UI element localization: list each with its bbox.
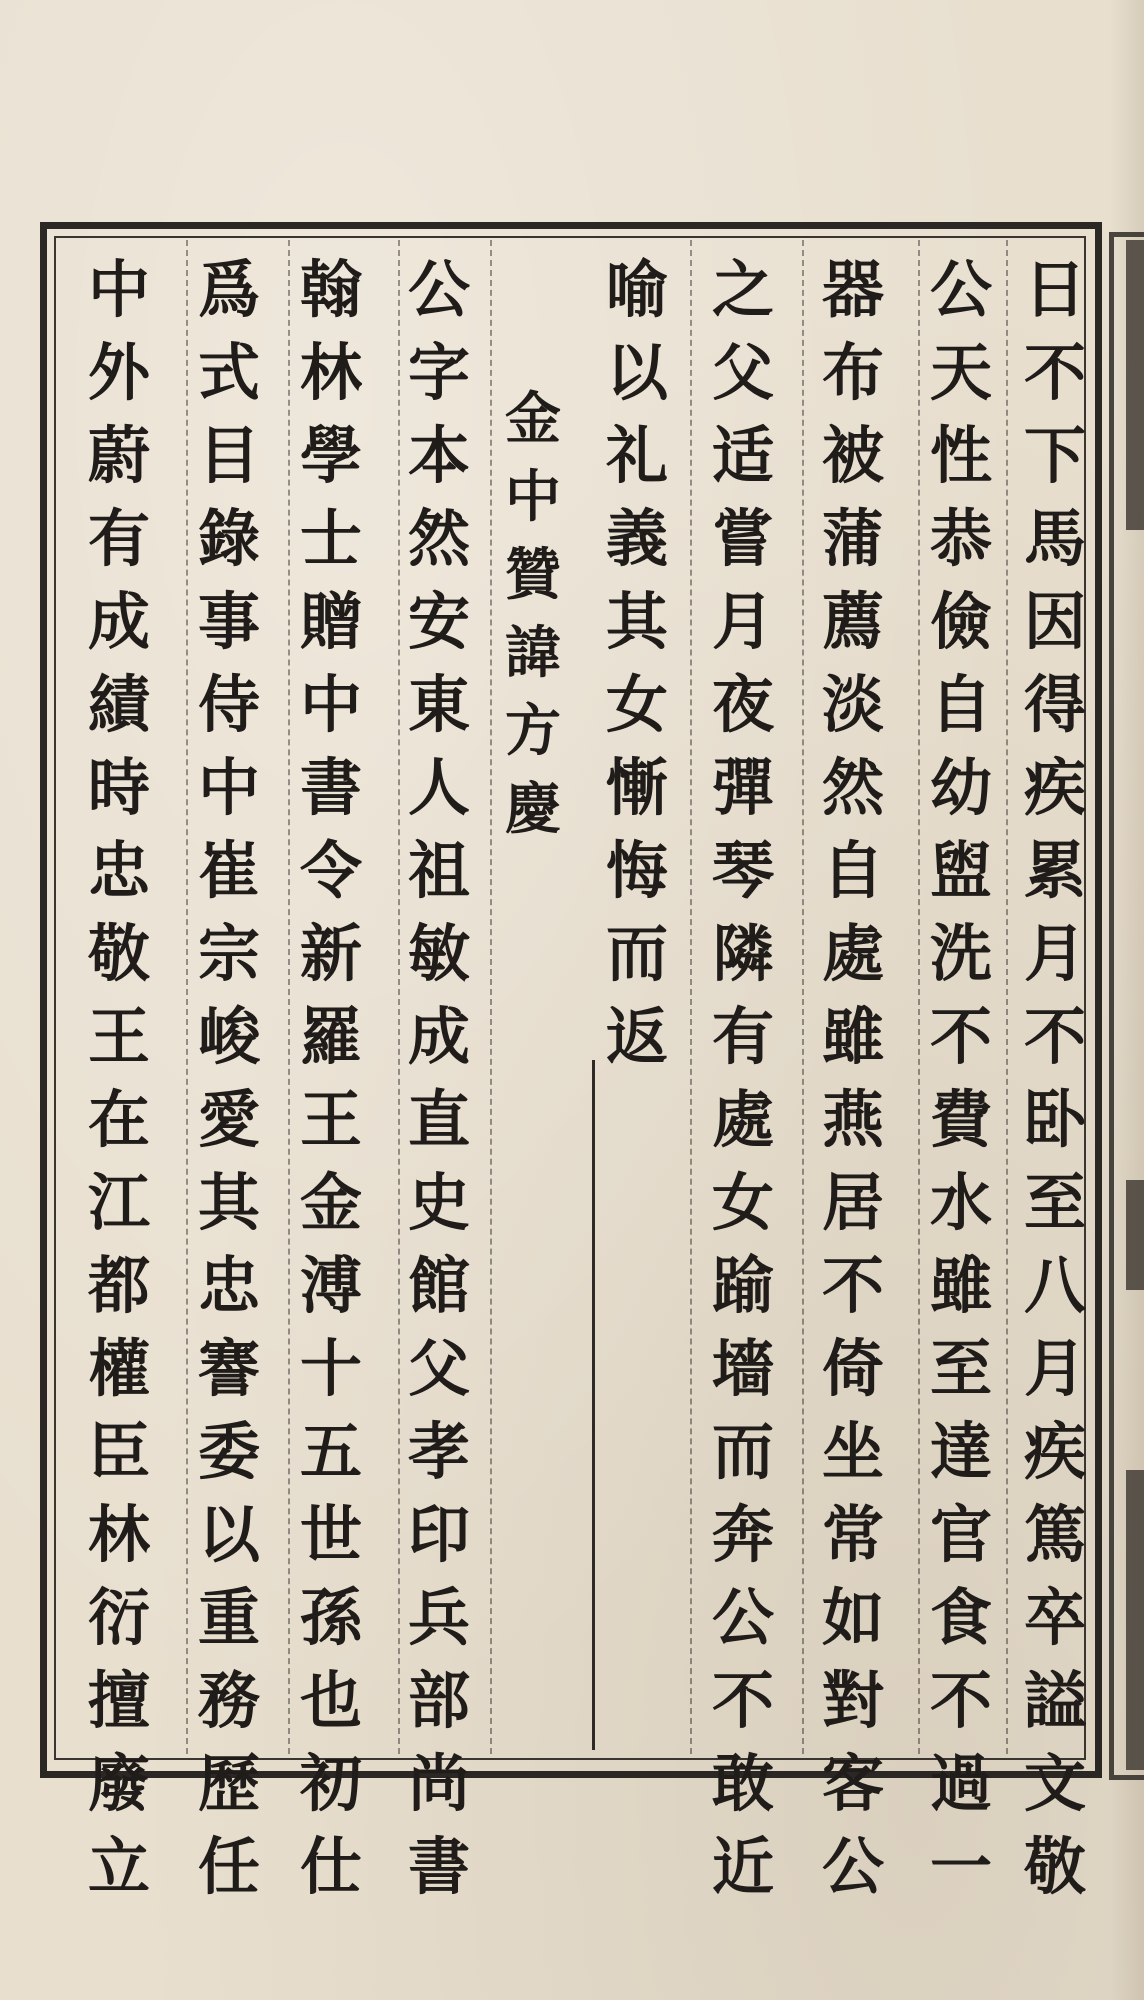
character-glyph: 歷 bbox=[197, 1747, 260, 1820]
character-glyph: 外 bbox=[87, 336, 150, 409]
character-glyph: 金 bbox=[299, 1166, 362, 1239]
character-glyph: 方 bbox=[505, 698, 561, 764]
character-glyph: 忠 bbox=[197, 1249, 260, 1322]
character-glyph: 有 bbox=[711, 1000, 774, 1073]
character-glyph: 不 bbox=[929, 1664, 992, 1737]
character-glyph: 客 bbox=[821, 1747, 884, 1820]
character-glyph: 敬 bbox=[87, 917, 150, 990]
character-glyph: 不 bbox=[711, 1664, 774, 1737]
character-glyph: 器 bbox=[821, 253, 884, 326]
text-column-6 bbox=[400, 248, 478, 1908]
character-glyph: 官 bbox=[929, 1498, 992, 1571]
character-glyph: 中 bbox=[299, 668, 362, 741]
character-glyph: 式 bbox=[197, 336, 260, 409]
character-glyph: 士 bbox=[299, 502, 362, 575]
character-glyph: 崔 bbox=[197, 834, 260, 907]
character-glyph: 王 bbox=[299, 1083, 362, 1156]
character-glyph: 食 bbox=[929, 1581, 992, 1654]
character-glyph: 水 bbox=[929, 1166, 992, 1239]
character-glyph: 日 bbox=[1023, 253, 1086, 326]
character-glyph: 适 bbox=[711, 419, 774, 492]
character-glyph: 學 bbox=[299, 419, 362, 492]
character-glyph: 因 bbox=[1023, 585, 1086, 658]
character-glyph: 蔚 bbox=[87, 419, 150, 492]
character-glyph: 委 bbox=[197, 1415, 260, 1488]
text-column-3 bbox=[814, 248, 892, 1908]
character-glyph: 月 bbox=[1023, 1332, 1086, 1405]
character-glyph: 至 bbox=[929, 1332, 992, 1405]
column-rule bbox=[690, 240, 692, 1754]
character-glyph: 月 bbox=[711, 585, 774, 658]
character-glyph: 印 bbox=[407, 1498, 470, 1571]
column-rule bbox=[802, 240, 804, 1754]
character-glyph: 兵 bbox=[407, 1581, 470, 1654]
column-rule bbox=[490, 240, 492, 1754]
character-glyph: 績 bbox=[87, 668, 150, 741]
character-glyph: 孝 bbox=[407, 1415, 470, 1488]
character-glyph: 洗 bbox=[929, 917, 992, 990]
character-glyph: 篤 bbox=[1023, 1498, 1086, 1571]
character-glyph: 有 bbox=[87, 502, 150, 575]
character-glyph: 常 bbox=[821, 1498, 884, 1571]
character-glyph: 不 bbox=[929, 1000, 992, 1073]
character-glyph: 至 bbox=[1023, 1166, 1086, 1239]
character-glyph: 雖 bbox=[821, 1000, 884, 1073]
text-column-1 bbox=[1016, 248, 1094, 1908]
character-glyph: 贈 bbox=[299, 585, 362, 658]
character-glyph: 盥 bbox=[929, 834, 992, 907]
character-glyph: 疾 bbox=[1023, 751, 1086, 824]
character-glyph: 其 bbox=[197, 1166, 260, 1239]
adjacent-page-strip bbox=[1126, 240, 1144, 530]
character-glyph: 初 bbox=[299, 1747, 362, 1820]
character-glyph: 蒲 bbox=[821, 502, 884, 575]
character-glyph: 慚 bbox=[605, 751, 668, 824]
character-glyph: 累 bbox=[1023, 834, 1086, 907]
character-glyph: 王 bbox=[87, 1000, 150, 1073]
character-glyph: 人 bbox=[407, 751, 470, 824]
character-glyph: 文 bbox=[1023, 1747, 1086, 1820]
character-glyph: 江 bbox=[87, 1166, 150, 1239]
character-glyph: 峻 bbox=[197, 1000, 260, 1073]
character-glyph: 羅 bbox=[299, 1000, 362, 1073]
character-glyph: 處 bbox=[711, 1083, 774, 1156]
character-glyph: 處 bbox=[821, 917, 884, 990]
character-glyph: 喻 bbox=[605, 253, 668, 326]
character-glyph: 返 bbox=[605, 1000, 668, 1073]
character-glyph: 時 bbox=[87, 751, 150, 824]
character-glyph: 公 bbox=[929, 253, 992, 326]
character-glyph: 在 bbox=[87, 1083, 150, 1156]
character-glyph: 布 bbox=[821, 336, 884, 409]
character-glyph: 彈 bbox=[711, 751, 774, 824]
character-glyph: 錄 bbox=[197, 502, 260, 575]
column-rule bbox=[288, 240, 290, 1754]
character-glyph: 一 bbox=[929, 1830, 992, 1903]
character-glyph: 琴 bbox=[711, 834, 774, 907]
character-glyph: 忠 bbox=[87, 834, 150, 907]
character-glyph: 八 bbox=[1023, 1249, 1086, 1322]
character-glyph: 疾 bbox=[1023, 1415, 1086, 1488]
text-column-7 bbox=[292, 248, 370, 1908]
character-glyph: 奔 bbox=[711, 1498, 774, 1571]
character-glyph: 不 bbox=[1023, 1000, 1086, 1073]
character-glyph: 居 bbox=[821, 1166, 884, 1239]
character-glyph: 卒 bbox=[1023, 1581, 1086, 1654]
character-glyph: 任 bbox=[197, 1830, 260, 1903]
character-glyph: 女 bbox=[711, 1166, 774, 1239]
character-glyph: 五 bbox=[299, 1415, 362, 1488]
character-glyph: 之 bbox=[711, 253, 774, 326]
character-glyph: 謚 bbox=[1023, 1664, 1086, 1737]
character-glyph: 中 bbox=[505, 464, 561, 530]
character-glyph: 隣 bbox=[711, 917, 774, 990]
character-glyph: 卧 bbox=[1023, 1083, 1086, 1156]
character-glyph: 儉 bbox=[929, 585, 992, 658]
character-glyph: 慶 bbox=[505, 776, 561, 842]
character-glyph: 史 bbox=[407, 1166, 470, 1239]
character-glyph: 其 bbox=[605, 585, 668, 658]
character-glyph: 愛 bbox=[197, 1083, 260, 1156]
character-glyph: 性 bbox=[929, 419, 992, 492]
character-glyph: 不 bbox=[821, 1249, 884, 1322]
character-glyph: 踰 bbox=[711, 1249, 774, 1322]
character-glyph: 立 bbox=[87, 1830, 150, 1903]
character-glyph: 部 bbox=[407, 1664, 470, 1737]
character-glyph: 中 bbox=[87, 253, 150, 326]
character-glyph: 自 bbox=[821, 834, 884, 907]
adjacent-page-strip bbox=[1126, 1180, 1144, 1290]
column-rule bbox=[592, 1060, 595, 1750]
character-glyph: 如 bbox=[821, 1581, 884, 1654]
character-glyph: 諱 bbox=[505, 620, 561, 686]
character-glyph: 自 bbox=[929, 668, 992, 741]
character-glyph: 廢 bbox=[87, 1747, 150, 1820]
character-glyph: 事 bbox=[197, 585, 260, 658]
character-glyph: 擅 bbox=[87, 1664, 150, 1737]
character-glyph: 父 bbox=[407, 1332, 470, 1405]
column-rule bbox=[186, 240, 188, 1754]
character-glyph: 尚 bbox=[407, 1747, 470, 1820]
character-glyph: 女 bbox=[605, 668, 668, 741]
character-glyph: 而 bbox=[605, 917, 668, 990]
character-glyph: 而 bbox=[711, 1415, 774, 1488]
character-glyph: 倚 bbox=[821, 1332, 884, 1405]
character-glyph: 淡 bbox=[821, 668, 884, 741]
character-glyph: 金 bbox=[505, 386, 561, 452]
character-glyph: 直 bbox=[407, 1083, 470, 1156]
character-glyph: 重 bbox=[197, 1581, 260, 1654]
character-glyph: 林 bbox=[299, 336, 362, 409]
character-glyph: 十 bbox=[299, 1332, 362, 1405]
character-glyph: 恭 bbox=[929, 502, 992, 575]
character-glyph: 悔 bbox=[605, 834, 668, 907]
character-glyph: 臣 bbox=[87, 1415, 150, 1488]
character-glyph: 下 bbox=[1023, 419, 1086, 492]
character-glyph: 館 bbox=[407, 1249, 470, 1322]
character-glyph: 天 bbox=[929, 336, 992, 409]
character-glyph: 公 bbox=[821, 1830, 884, 1903]
character-glyph: 目 bbox=[197, 419, 260, 492]
character-glyph: 敬 bbox=[1023, 1830, 1086, 1903]
character-glyph: 字 bbox=[407, 336, 470, 409]
text-column-8 bbox=[190, 248, 268, 1908]
character-glyph: 世 bbox=[299, 1498, 362, 1571]
character-glyph: 被 bbox=[821, 419, 884, 492]
character-glyph: 過 bbox=[929, 1747, 992, 1820]
character-glyph: 坐 bbox=[821, 1415, 884, 1488]
character-glyph: 達 bbox=[929, 1415, 992, 1488]
character-glyph: 都 bbox=[87, 1249, 150, 1322]
character-glyph: 礼 bbox=[605, 419, 668, 492]
character-glyph: 馬 bbox=[1023, 502, 1086, 575]
character-glyph: 中 bbox=[197, 751, 260, 824]
character-glyph: 近 bbox=[711, 1830, 774, 1903]
character-glyph: 夜 bbox=[711, 668, 774, 741]
column-rule bbox=[1006, 240, 1008, 1754]
character-glyph: 贊 bbox=[505, 542, 561, 608]
character-glyph: 幼 bbox=[929, 751, 992, 824]
character-glyph: 祖 bbox=[407, 834, 470, 907]
character-glyph: 仕 bbox=[299, 1830, 362, 1903]
character-glyph: 書 bbox=[407, 1830, 470, 1903]
character-glyph: 新 bbox=[299, 917, 362, 990]
text-column-2 bbox=[922, 248, 1000, 1908]
character-glyph: 東 bbox=[407, 668, 470, 741]
character-glyph: 燕 bbox=[821, 1083, 884, 1156]
character-glyph: 嘗 bbox=[711, 502, 774, 575]
character-glyph: 書 bbox=[299, 751, 362, 824]
character-glyph: 也 bbox=[299, 1664, 362, 1737]
character-glyph: 對 bbox=[821, 1664, 884, 1737]
column-rule bbox=[918, 240, 920, 1754]
character-glyph: 林 bbox=[87, 1498, 150, 1571]
character-glyph: 費 bbox=[929, 1083, 992, 1156]
character-glyph: 令 bbox=[299, 834, 362, 907]
heading-column bbox=[494, 380, 572, 848]
character-glyph: 本 bbox=[407, 419, 470, 492]
character-glyph: 月 bbox=[1023, 917, 1086, 990]
character-glyph: 安 bbox=[407, 585, 470, 658]
character-glyph: 溥 bbox=[299, 1249, 362, 1322]
character-glyph: 爲 bbox=[197, 253, 260, 326]
character-glyph: 以 bbox=[605, 336, 668, 409]
character-glyph: 謇 bbox=[197, 1332, 260, 1405]
character-glyph: 孫 bbox=[299, 1581, 362, 1654]
character-glyph: 不 bbox=[1023, 336, 1086, 409]
character-glyph: 薦 bbox=[821, 585, 884, 658]
character-glyph: 墻 bbox=[711, 1332, 774, 1405]
character-glyph: 得 bbox=[1023, 668, 1086, 741]
character-glyph: 公 bbox=[711, 1581, 774, 1654]
character-glyph: 權 bbox=[87, 1332, 150, 1405]
character-glyph: 敏 bbox=[407, 917, 470, 990]
character-glyph: 雖 bbox=[929, 1249, 992, 1322]
character-glyph: 成 bbox=[407, 1000, 470, 1073]
adjacent-page-strip bbox=[1126, 1470, 1144, 1770]
character-glyph: 然 bbox=[821, 751, 884, 824]
text-column-5 bbox=[598, 248, 676, 1078]
text-column-9 bbox=[80, 248, 158, 1908]
character-glyph: 公 bbox=[407, 253, 470, 326]
character-glyph: 敢 bbox=[711, 1747, 774, 1820]
character-glyph: 義 bbox=[605, 502, 668, 575]
character-glyph: 侍 bbox=[197, 668, 260, 741]
character-glyph: 翰 bbox=[299, 253, 362, 326]
character-glyph: 父 bbox=[711, 336, 774, 409]
character-glyph: 衍 bbox=[87, 1581, 150, 1654]
character-glyph: 務 bbox=[197, 1664, 260, 1737]
text-column-4 bbox=[704, 248, 782, 1908]
character-glyph: 宗 bbox=[197, 917, 260, 990]
character-glyph: 然 bbox=[407, 502, 470, 575]
character-glyph: 成 bbox=[87, 585, 150, 658]
character-glyph: 以 bbox=[197, 1498, 260, 1571]
